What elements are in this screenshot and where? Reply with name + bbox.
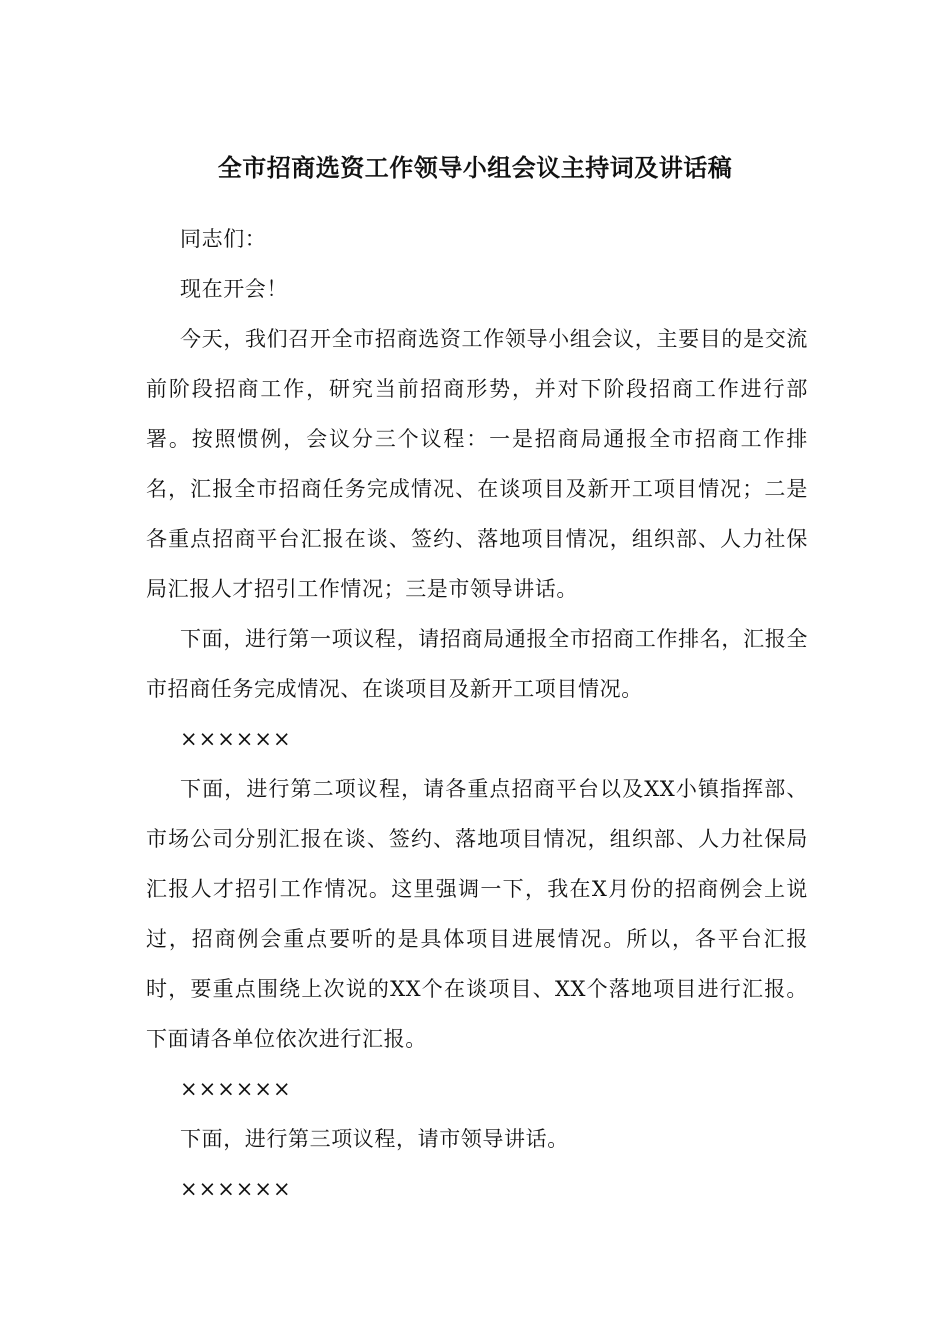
placeholder-marks: ×××××× (180, 727, 292, 751)
placeholder-marks: ×××××× (180, 1177, 292, 1201)
placeholder-marks: ×××××× (180, 1077, 292, 1101)
opening-paragraph: 现在开会！ (180, 277, 288, 301)
greeting-paragraph: 同志们： (180, 227, 267, 251)
document-body (146, 214, 808, 1214)
agenda-paragraph: 今天，我们召开全市招商选资工作领导小组会议，主要目的是交流前阶段招商工作，研究当前招商形势，并对下阶段招商工作进行部署。按照惯例，会议分三个议程：一是招商局通报全市招商工作排名，汇报全市招商任务完成情况、在谈项目及新开工项目情况；二是各重点招商平台汇报在谈、签约、落地项目情况，组织部、人力社保局汇报人才招引工作情况；三是市领导讲话。 (146, 327, 808, 601)
second-item-paragraph: 下面，进行第二项议程，请各重点招商平台以及XX小镇指挥部、市场公司分别汇报在谈、签约、落地项目情况，组织部、人力社保局汇报人才招引工作情况。这里强调一下，我在X月份的招商例会上说过，招商例会重点要听的是具体项目进展情况。所以，各平台汇报时，要重点围绕上次说的XX个在谈项目、XX个落地项目进行汇报。下面请各单位依次进行汇报。 (146, 777, 808, 1051)
document-title: 全市招商选资工作领导小组会议主持词及讲话稿 (217, 153, 733, 182)
first-item-paragraph: 下面，进行第一项议程，请招商局通报全市招商工作排名，汇报全市招商任务完成情况、在谈项目及新开工项目情况。 (146, 627, 808, 701)
third-item-paragraph: 下面，进行第三项议程，请市领导讲话。 (180, 1127, 569, 1151)
